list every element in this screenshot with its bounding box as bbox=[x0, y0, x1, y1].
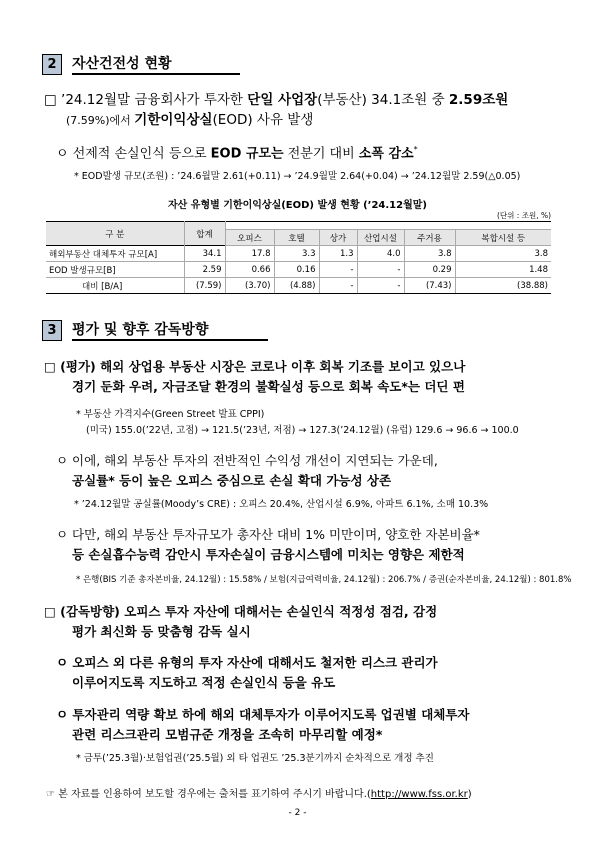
table-row bbox=[46, 246, 551, 262]
header-industrial: 산업시설 bbox=[357, 230, 404, 246]
row-total: 34.1 bbox=[184, 246, 225, 262]
cell: 0.16 bbox=[274, 262, 319, 278]
bullet-evaluation: □ (평가) 해외 상업용 부동산 시장은 코로나 이후 회복 기조를 보이고 있으나 bbox=[44, 359, 466, 374]
header-residential: 주거용 bbox=[404, 230, 455, 246]
sub-bullet-guideline: ㅇ 투자관리 역량 확보 하에 해외 대체투자가 이루어지도록 업권별 대체투자 bbox=[56, 707, 470, 722]
bullet-supervision: □ (감독방향) 오피스 투자 자산에 대해서는 손실인식 적정성 점검, 감정 bbox=[44, 604, 438, 619]
cell: 3.3 bbox=[274, 246, 319, 262]
cell: 0.29 bbox=[404, 262, 455, 278]
row-label: 해외부동산 대체투자 규모[A] bbox=[46, 246, 184, 262]
cell: 4.0 bbox=[357, 246, 404, 262]
header-total: 합계 bbox=[184, 222, 225, 246]
cell: - bbox=[357, 278, 404, 294]
sub-bullet-risk-management: ㅇ 오피스 외 다른 유형의 투자 자산에 대해서도 철저한 리스크 관리가 bbox=[56, 655, 438, 670]
section-underline bbox=[72, 339, 268, 341]
note-cppi: * 부동산 가격지수(Green Street 발표 CPPI) bbox=[76, 409, 265, 420]
sub-bullet-limited-impact: ㅇ 다만, 해외 부동산 투자규모가 총자산 대비 1% 미만이며, 양호한 자본비율* bbox=[56, 527, 480, 542]
cell: (7.43) bbox=[404, 278, 455, 294]
section-number: 3 bbox=[42, 320, 62, 341]
sub-bullet-limited-impact-line2: 등 손실흡수능력 감안시 투자손실이 금융시스템에 미치는 영향은 제한적 bbox=[72, 547, 465, 562]
section-title: 평가 및 향후 감독방향 bbox=[72, 322, 209, 338]
table-header-row bbox=[46, 222, 551, 230]
section-title: 자산건전성 현황 bbox=[72, 56, 172, 72]
table-row bbox=[46, 278, 551, 294]
cell: 1.3 bbox=[319, 246, 357, 262]
section-number: 2 bbox=[42, 54, 62, 75]
header-mixed: 복합시설 등 bbox=[455, 230, 551, 246]
note-vacancy: * ’24.12월말 공실률(Moody’s CRE) : 오피스 20.4%, 산업시설 6.9%, 아파트 6.1%, 소매 10.3% bbox=[74, 499, 489, 510]
cell: 3.8 bbox=[404, 246, 455, 262]
table-unit: (단위 : 조원, %) bbox=[497, 211, 552, 220]
fss-link[interactable]: http://www.fss.or.kr bbox=[370, 789, 468, 800]
table-row bbox=[46, 262, 551, 278]
cell: - bbox=[319, 278, 357, 294]
bullet-supervision-line2: 평가 최신화 등 맞춤형 감독 실시 bbox=[72, 624, 251, 639]
section-underline bbox=[72, 73, 240, 75]
header-hotel: 호텔 bbox=[274, 230, 319, 246]
header-label: 구 분 bbox=[46, 222, 184, 246]
cell: (38.88) bbox=[455, 278, 551, 294]
sub-bullet-profitability-line2: 공실률* 등이 높은 오피스 중심으로 손실 확대 가능성 상존 bbox=[72, 473, 392, 488]
cell: (4.88) bbox=[274, 278, 319, 294]
cell: (3.70) bbox=[225, 278, 274, 294]
page-number: - 2 - bbox=[288, 808, 307, 818]
cell: 3.8 bbox=[455, 246, 551, 262]
bullet-eod-overview: □ ’24.12월말 금융회사가 투자한 단일 사업장(부동산) 34.1조원 중 2.59조원 bbox=[44, 92, 509, 108]
note-eod-size: * EOD발생 규모(조원) : ’24.6월말 2.61(+0.11) → ’24.9월말 2.64(+0.04) → ’24.12월말 2.59(△0.05) bbox=[74, 171, 521, 182]
header-retail: 상가 bbox=[319, 230, 357, 246]
note-cppi-values: (미국) 155.0(’22년, 고점) → 121.5(’23년, 저점) → 127.3(’24.12월) (유럽) 129.6 → 96.6 → 100.0 bbox=[86, 425, 519, 436]
row-label: EOD 발생규모[B] bbox=[46, 262, 184, 278]
note-capital-ratios: * 은행(BIS 기준 총자본비율, 24.12월) : 15.58% / 보험(지급여력비율, 24.12월) : 206.7% / 증권(순자본비율, 24.12월) : 801.8% bbox=[76, 575, 572, 585]
cell: - bbox=[319, 262, 357, 278]
table-title: 자산 유형별 기한이익상실(EOD) 발생 현황 (’24.12월말) bbox=[168, 200, 427, 211]
bullet-eod-overview-line2: (7.59%)에서 기한이익상실(EOD) 사유 발생 bbox=[66, 112, 314, 128]
cell: 17.8 bbox=[225, 246, 274, 262]
row-label: 대비 [B/A] bbox=[46, 278, 184, 294]
bullet-evaluation-line2: 경기 둔화 우려, 자금조달 환경의 불확실성 등으로 회복 속도*는 더딘 편 bbox=[72, 379, 465, 394]
sub-bullet-guideline-line2: 관련 리스크관리 모범규준 개정을 조속히 마무리할 예정* bbox=[72, 727, 383, 742]
sub-bullet-profitability: ㅇ 이에, 해외 부동산 투자의 전반적인 수익성 개선이 지연되는 가운데, bbox=[56, 453, 438, 468]
cell: 1.48 bbox=[455, 262, 551, 278]
row-total: 2.59 bbox=[184, 262, 225, 278]
cell: 0.66 bbox=[225, 262, 274, 278]
row-total: (7.59) bbox=[184, 278, 225, 294]
cell: - bbox=[357, 262, 404, 278]
footer-citation: ☞ 본 자료를 인용하여 보도할 경우에는 출처를 표기하여 주시기 바랍니다.(http://www.fss.or.kr) bbox=[46, 789, 472, 800]
header-spacer bbox=[225, 222, 551, 230]
note-revision-schedule: * 금투(’25.3월)·보험업권(’25.5월) 외 타 업권도 ’25.3분기까지 순차적으로 개정 추진 bbox=[76, 753, 434, 764]
eod-table bbox=[46, 221, 551, 294]
sub-bullet-eod-decrease: ㅇ 선제적 손실인식 등으로 EOD 규모는 전분기 대비 소폭 감소* bbox=[56, 145, 418, 162]
sub-bullet-risk-management-line2: 이루어지도록 지도하고 적정 손실인식 등을 유도 bbox=[72, 675, 336, 690]
header-office: 오피스 bbox=[225, 230, 274, 246]
